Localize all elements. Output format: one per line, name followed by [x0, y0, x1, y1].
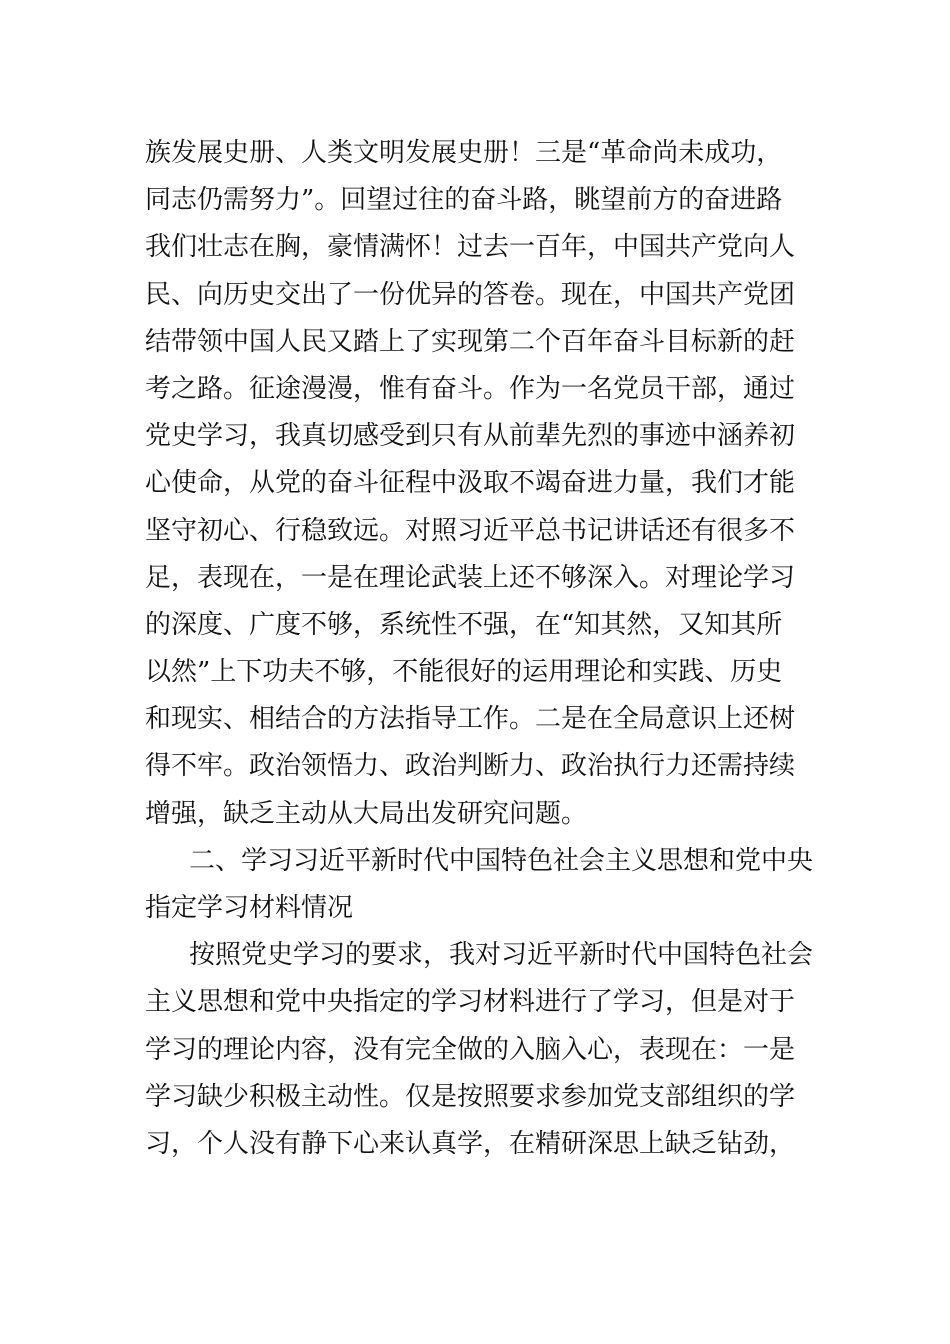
text-line: 考之路。征途漫漫，惟有奋斗。作为一名党员干部，通过	[145, 373, 796, 404]
text-line: 民、向历史交出了一份优异的答卷。现在，中国共产党团	[145, 279, 796, 310]
text-line: 坚守初心、行稳致远。对照习近平总书记讲话还有很多不	[145, 515, 796, 546]
text-line: 习，个人没有静下心来认真学，在精研深思上缺乏钻劲，	[145, 1128, 796, 1159]
text-line: 和现实、相结合的方法指导工作。二是在全局意识上还树	[145, 704, 796, 735]
text-line: 心使命，从党的奋斗征程中汲取不竭奋进力量，我们才能	[145, 468, 796, 499]
text-line: 得不牢。政治领悟力、政治判断力、政治执行力还需持续	[145, 751, 796, 782]
text-line: 的深度、广度不够，系统性不强，在“知其然，又知其所	[145, 609, 783, 640]
text-line: 增强，缺乏主动从大局出发研究问题。	[145, 798, 588, 829]
body-text	[145, 130, 815, 1168]
text-line: 主义思想和党中央指定的学习材料进行了学习，但是对于	[145, 987, 796, 1018]
text-line: 按照党史学习的要求，我对习近平新时代中国特色社会	[189, 940, 814, 971]
text-line: 以然”上下功夫不够，不能很好的运用理论和实践、历史	[145, 657, 783, 688]
section-heading: 二、学习习近平新时代中国特色社会主义思想和党中央	[189, 845, 814, 876]
text-line: 我们壮志在胸，豪情满怀！过去一百年，中国共产党向人	[145, 232, 796, 263]
text-line: 同志仍需努力”。回望过往的奋斗路，眺望前方的奋进路	[145, 185, 783, 216]
section-heading-cont: 指定学习材料情况	[145, 893, 354, 923]
text-line: 党史学习，我真切感受到只有从前辈先烈的事迹中涵养初	[145, 421, 796, 452]
text-line: 族发展史册、人类文明发展史册！三是“革命尚未成功，	[145, 138, 783, 168]
text-line: 学习的理论内容，没有完全做的入脑入心，表现在：一是	[145, 1034, 796, 1065]
text-line: 足，表现在，一是在理论武装上还不够深入。对理论学习	[145, 562, 796, 593]
text-line: 结带领中国人民又踏上了实现第二个百年奋斗目标新的赶	[145, 326, 796, 357]
text-line: 学习缺少积极主动性。仅是按照要求参加党支部组织的学	[145, 1081, 796, 1112]
